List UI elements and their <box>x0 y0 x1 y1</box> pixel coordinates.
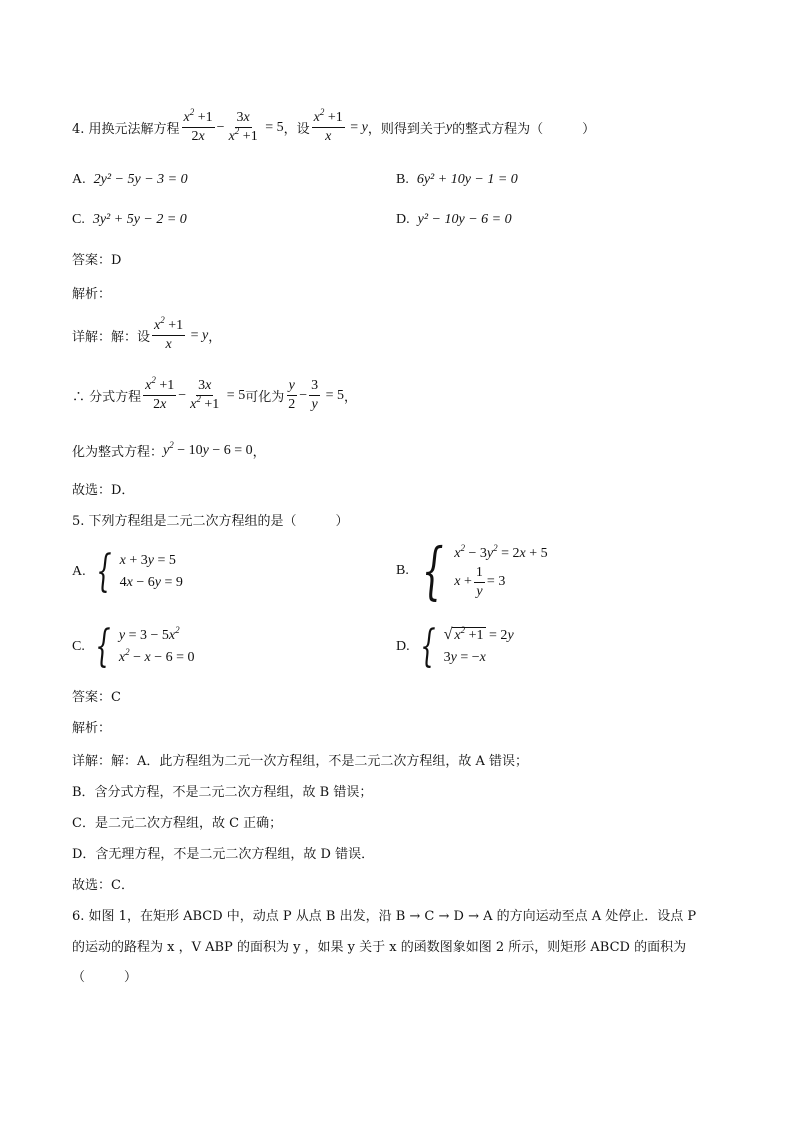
q6-line1: 6. 如图 1，在矩形 ABCD 中，动点 P 从点 B 出发，沿 B → C → D → A 的方向运动至点 A 处停止．设点 P <box>72 909 697 924</box>
q4-option-c[interactable]: C. 3y² + 5y − 2 = 0 <box>72 212 187 227</box>
system-d: { √ $x^2 +1$ = 2y 3y = −x <box>419 621 514 672</box>
fraction-substitution: $\frac{x^2 +1}{x}$ <box>313 107 343 144</box>
q4-mid: ，设 <box>283 122 310 137</box>
q5-option-b[interactable]: B. { $x^2 - 3y^2 = 2x + 5$ x + $\frac{1}{y}$ = 3 <box>396 534 548 607</box>
q5-detail-line: 详解：解：A．此方程组为二元一次方程组，不是二元二次方程组，故 A 错误； <box>72 754 529 769</box>
q5-choose: 故选：C． <box>72 878 134 893</box>
q4-stem: 4. 用换元法解方程 $\frac{x^2 +1}{2x}$ − $\frac{3x}{x^2 +1}$ = 5 ，设 $\frac{x^2 +1}{x}$ = y ，则得到关于 y 的整式方程为（ ） <box>72 107 596 144</box>
q5-detail-line: C．是二元二次方程组，故 C 正确； <box>72 816 283 831</box>
q5-analysis: 解析： <box>72 721 112 736</box>
q4-detail: 详解：解：设 $\frac{x^2 +1}{x}$ = y ， <box>72 315 222 352</box>
q4-option-b[interactable]: B. 6y² + 10y − 1 = 0 <box>396 172 518 187</box>
q6-line3: （ ） <box>72 970 138 985</box>
system-a: { x + 3y = 5 4x − 6y = 9 <box>95 546 183 597</box>
q4-option-a[interactable]: A. 2y² − 5y − 3 = 0 <box>72 172 188 187</box>
q4-step3: 化为整式方程： $y^2 - 10y - 6 = 0$ ， <box>72 439 266 460</box>
left-brace-icon: { <box>421 534 444 607</box>
q4-step2: ∴ 分式方程 $\frac{x^2 +1}{2x}$ − $\frac{3x}{x^2 +1}$ = 5 可化为 $\frac{y}{2}$ − $\frac{3}{y}$ = 5 ， <box>72 375 358 412</box>
q5-detail-line: D．含无理方程，不是二元二次方程组，故 D 错误． <box>72 847 375 862</box>
q6-line2: 的运动的路程为 x ，V ABP 的面积为 y ，如果 y 关于 x 的函数图象如图 2 所示，则矩形 ABCD 的面积为 <box>72 940 687 955</box>
q4-option-d-text: y² − 10y − 6 = 0 <box>417 212 512 227</box>
fraction-3x-over-x2p1: $\frac{3x}{x^2 +1}$ <box>228 110 258 144</box>
q4-option-c-text: 3y² + 5y − 2 = 0 <box>92 212 187 227</box>
left-brace-icon: { <box>95 621 111 672</box>
system-b: { $x^2 - 3y^2 = 2x + 5$ x + $\frac{1}{y}$ = 3 <box>421 534 548 607</box>
q4-suffix: ，则得到关于 <box>367 122 446 137</box>
q5-option-c[interactable]: C. { $y = 3 - 5x^2$ $x^2 - x - 6 = 0$ <box>72 621 195 672</box>
q4-option-d[interactable]: D. y² − 10y − 6 = 0 <box>396 212 512 227</box>
fraction-x2p1-over-2x: $\frac{x^2 +1}{2x}$ <box>183 107 213 144</box>
q4-option-a-text: 2y² − 5y − 3 = 0 <box>93 172 188 187</box>
q4-suffix2: 的整式方程为（ ） <box>452 122 596 137</box>
q4-prefix: 4. 用换元法解方程 <box>72 122 180 137</box>
sqrt-icon: √ $x^2 +1$ <box>443 625 484 643</box>
left-brace-icon: { <box>95 546 112 597</box>
fraction-substitution-detail: $\frac{x^2 +1}{x}$ <box>154 315 184 352</box>
left-brace-icon: { <box>419 621 436 672</box>
q4-option-b-text: 6y² + 10y − 1 = 0 <box>416 172 518 187</box>
q4-var-y: y <box>445 119 453 135</box>
q4-choose: 故选：D． <box>72 483 135 498</box>
q5-stem: 5. 下列方程组是二元二次方程组的是（ ） <box>72 514 349 529</box>
q5-option-d[interactable]: D. { √ $x^2 +1$ = 2y 3y = −x <box>396 621 514 672</box>
q4-answer: 答案：D <box>72 253 122 268</box>
q4-analysis: 解析： <box>72 287 112 302</box>
q5-detail-line: B．含分式方程，不是二元二次方程组，故 B 错误； <box>72 785 373 800</box>
q5-option-a[interactable]: A. { x + 3y = 5 4x − 6y = 9 <box>72 546 183 597</box>
system-c: { $y = 3 - 5x^2$ $x^2 - x - 6 = 0$ <box>95 621 195 672</box>
q5-answer: 答案：C <box>72 690 121 705</box>
